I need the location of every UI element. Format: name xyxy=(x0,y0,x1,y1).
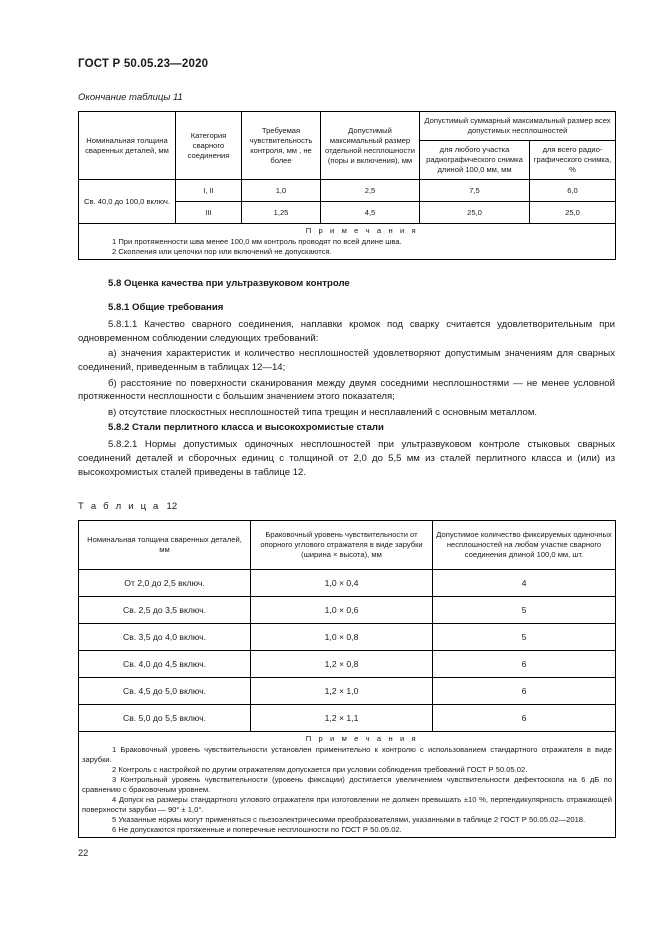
cell-category: III xyxy=(176,202,242,224)
page-content xyxy=(78,0,615,838)
note-item: 2 Скопления или цепочки пор или включений не допускаются. xyxy=(112,247,332,257)
cell-sensitivity: 1,0 xyxy=(242,180,321,202)
cell-count: 6 xyxy=(433,705,616,732)
cell-sum-100mm: 25,0 xyxy=(420,202,530,224)
heading-5-8: 5.8 Оценка качества при ультразвуковом контроле xyxy=(108,278,350,290)
note-item: 6 Не допускаются протяженные и поперечные несплошности по ГОСТ Р 50.05.02. xyxy=(112,825,402,835)
heading-5-8-1: 5.8.1 Общие требования xyxy=(108,302,224,314)
table-11-continuation-label: Окончание таблицы 11 xyxy=(78,92,183,103)
cell-sum-100mm: 7,5 xyxy=(420,180,530,202)
cell-level: 1,2 × 1,0 xyxy=(251,678,433,705)
cell-level: 1,0 × 0,6 xyxy=(251,597,433,624)
table-row xyxy=(79,180,616,202)
paragraph-item-b: б) расстояние по поверхности сканирования между двумя соседними несплошностями — не менее условной протяженности несплошности с большим значением этого показателя; xyxy=(78,377,615,403)
heading-5-8-2: 5.8.2 Стали перлитного класса и высокохромистые стали xyxy=(108,422,384,434)
table-row xyxy=(79,624,616,651)
page-number: 22 xyxy=(78,848,89,858)
table-11 xyxy=(78,111,616,260)
th-any-section-100mm: для любого участка радиографического снимка длиной 100,0 мм, мм xyxy=(420,141,530,180)
cell-count: 4 xyxy=(433,570,616,597)
cell-count: 6 xyxy=(433,678,616,705)
paragraph-5-8-1-1: 5.8.1.1 Качество сварного соединения, наплавки кромок под сварку считается удовлетворительным при одновременном соблюдении следующих требований: xyxy=(78,319,615,344)
notes-title: П р и м е ч а н и я xyxy=(305,734,419,744)
cell-sum-percent: 6,0 xyxy=(530,180,616,202)
th-rejection-sensitivity-level: Браковочный уровень чувствительности от опорного углового отражателя в виде зарубки (ширина × высота), мм xyxy=(251,521,433,570)
table-row xyxy=(79,705,616,732)
table-12-caption-label: Т а б л и ц а xyxy=(78,501,161,513)
cell-sensitivity: 1,25 xyxy=(242,202,321,224)
cell-max-single: 2,5 xyxy=(321,180,420,202)
table-12-caption xyxy=(78,501,615,512)
cell-max-single: 4,5 xyxy=(321,202,420,224)
table-11-notes-row xyxy=(79,224,616,260)
paragraph-item-a: а) значения характеристик и количество несплошностей удовлетворяют допустимым значениям для сварных соединений, приведенным в таблицах 12—14; xyxy=(78,348,615,373)
cell-thickness: Св. 4,5 до 5,0 включ. xyxy=(79,678,251,705)
th-total-max-size-group: Допустимый суммарный максимальный размер всех допустимых несплошностей xyxy=(420,112,616,141)
th-nominal-thickness: Номинальная толщина сваренных деталей, мм xyxy=(79,521,251,570)
cell-level: 1,0 × 0,8 xyxy=(251,624,433,651)
table-row xyxy=(79,678,616,705)
cell-thickness: Св. 40,0 до 100,0 включ. xyxy=(79,180,176,224)
table-row xyxy=(79,597,616,624)
table-12-notes xyxy=(79,732,616,838)
table-11-head xyxy=(79,112,616,180)
notes-title: П р и м е ч а н и я xyxy=(305,226,419,236)
cell-count: 6 xyxy=(433,651,616,678)
th-max-single-size: Допустимый максимальный размер отдельной несплошности (поры и включения), мм xyxy=(321,112,420,180)
th-whole-radiograph-percent: для всего радиографического снимка, % xyxy=(530,141,616,180)
th-weld-category: Категория сварного соединения xyxy=(176,112,242,180)
cell-thickness: От 2,0 до 2,5 включ. xyxy=(79,570,251,597)
th-required-sensitivity: Требуемая чувствительность контроля, мм , не более xyxy=(242,112,321,180)
cell-thickness: Св. 2,5 до 3,5 включ. xyxy=(79,597,251,624)
table-12-caption-number: 12 xyxy=(166,501,178,513)
paragraph-item-v: в) отсутствие плоскостных несплошностей типа трещин и несплавлений с основным металлом. xyxy=(108,406,538,418)
cell-category: I, II xyxy=(176,180,242,202)
cell-thickness: Св. 4,0 до 4,5 включ. xyxy=(79,651,251,678)
note-item: 4 Допуск на размеры стандартного углового отражателя при изготовлении не должен превышать ±10 %, перпендикулярность отражающей поверхности зарубки — 90° ± 1,0°. xyxy=(82,795,612,815)
cell-sum-percent: 25,0 xyxy=(530,202,616,224)
table-12-head xyxy=(79,521,616,570)
standard-title: ГОСТ Р 50.05.23—2020 xyxy=(78,58,209,70)
table-11-notes xyxy=(79,224,616,260)
cell-thickness: Св. 3,5 до 4,0 включ. xyxy=(79,624,251,651)
cell-level: 1,0 × 0,4 xyxy=(251,570,433,597)
note-item: 1 Браковочный уровень чувствительности установлен применительно к контролю с использованием стандартного отражателя в виде зарубки. xyxy=(82,745,612,765)
table-12-notes-row xyxy=(79,732,616,838)
cell-level: 1,2 × 1,1 xyxy=(251,705,433,732)
cell-count: 5 xyxy=(433,597,616,624)
table-row xyxy=(79,570,616,597)
note-item: 3 Контрольный уровень чувствительности (уровень фиксации) достигается увеличением чувствительности дефектоскопа на 6 дБ по сравнению с браковочным уровнем. xyxy=(82,775,612,795)
note-item: 5 Указанные нормы могут применяться с пьезоэлектрическими преобразователями, указанными в таблице 2 ГОСТ Р 50.05.02—2018. xyxy=(112,815,586,825)
table-12 xyxy=(78,520,616,838)
note-item: 1 При протяженности шва менее 100,0 мм контроль проводят по всей длине шва. xyxy=(112,237,402,247)
table-12-body xyxy=(79,570,616,838)
th-allowed-count: Допустимое количество фиксируемых одиночных несплошностей на любом участке сварного соединения длиной 100,0 мм, шт. xyxy=(433,521,616,570)
cell-thickness: Св. 5,0 до 5,5 включ. xyxy=(79,705,251,732)
th-nominal-thickness: Номинальная толщина сваренных деталей, мм xyxy=(79,112,176,180)
table-row xyxy=(79,651,616,678)
note-item: 2 Контроль с настройкой по другим отражателям допускается при условии соблюдения требований ГОСТ Р 50.05.02. xyxy=(112,765,528,775)
paragraph-5-8-2-1: 5.8.2.1 Нормы допустимых одиночных несплошностей при ультразвуковом контроле стыковых сварных соединений деталей и сборочных единиц с толщиной от 2,0 до 5,5 мм из сталей перлитного класса и (или) из высокохромистых сталей приведены в таблице 12. xyxy=(78,439,615,478)
table-11-body xyxy=(79,180,616,260)
cell-level: 1,2 × 0,8 xyxy=(251,651,433,678)
cell-count: 5 xyxy=(433,624,616,651)
